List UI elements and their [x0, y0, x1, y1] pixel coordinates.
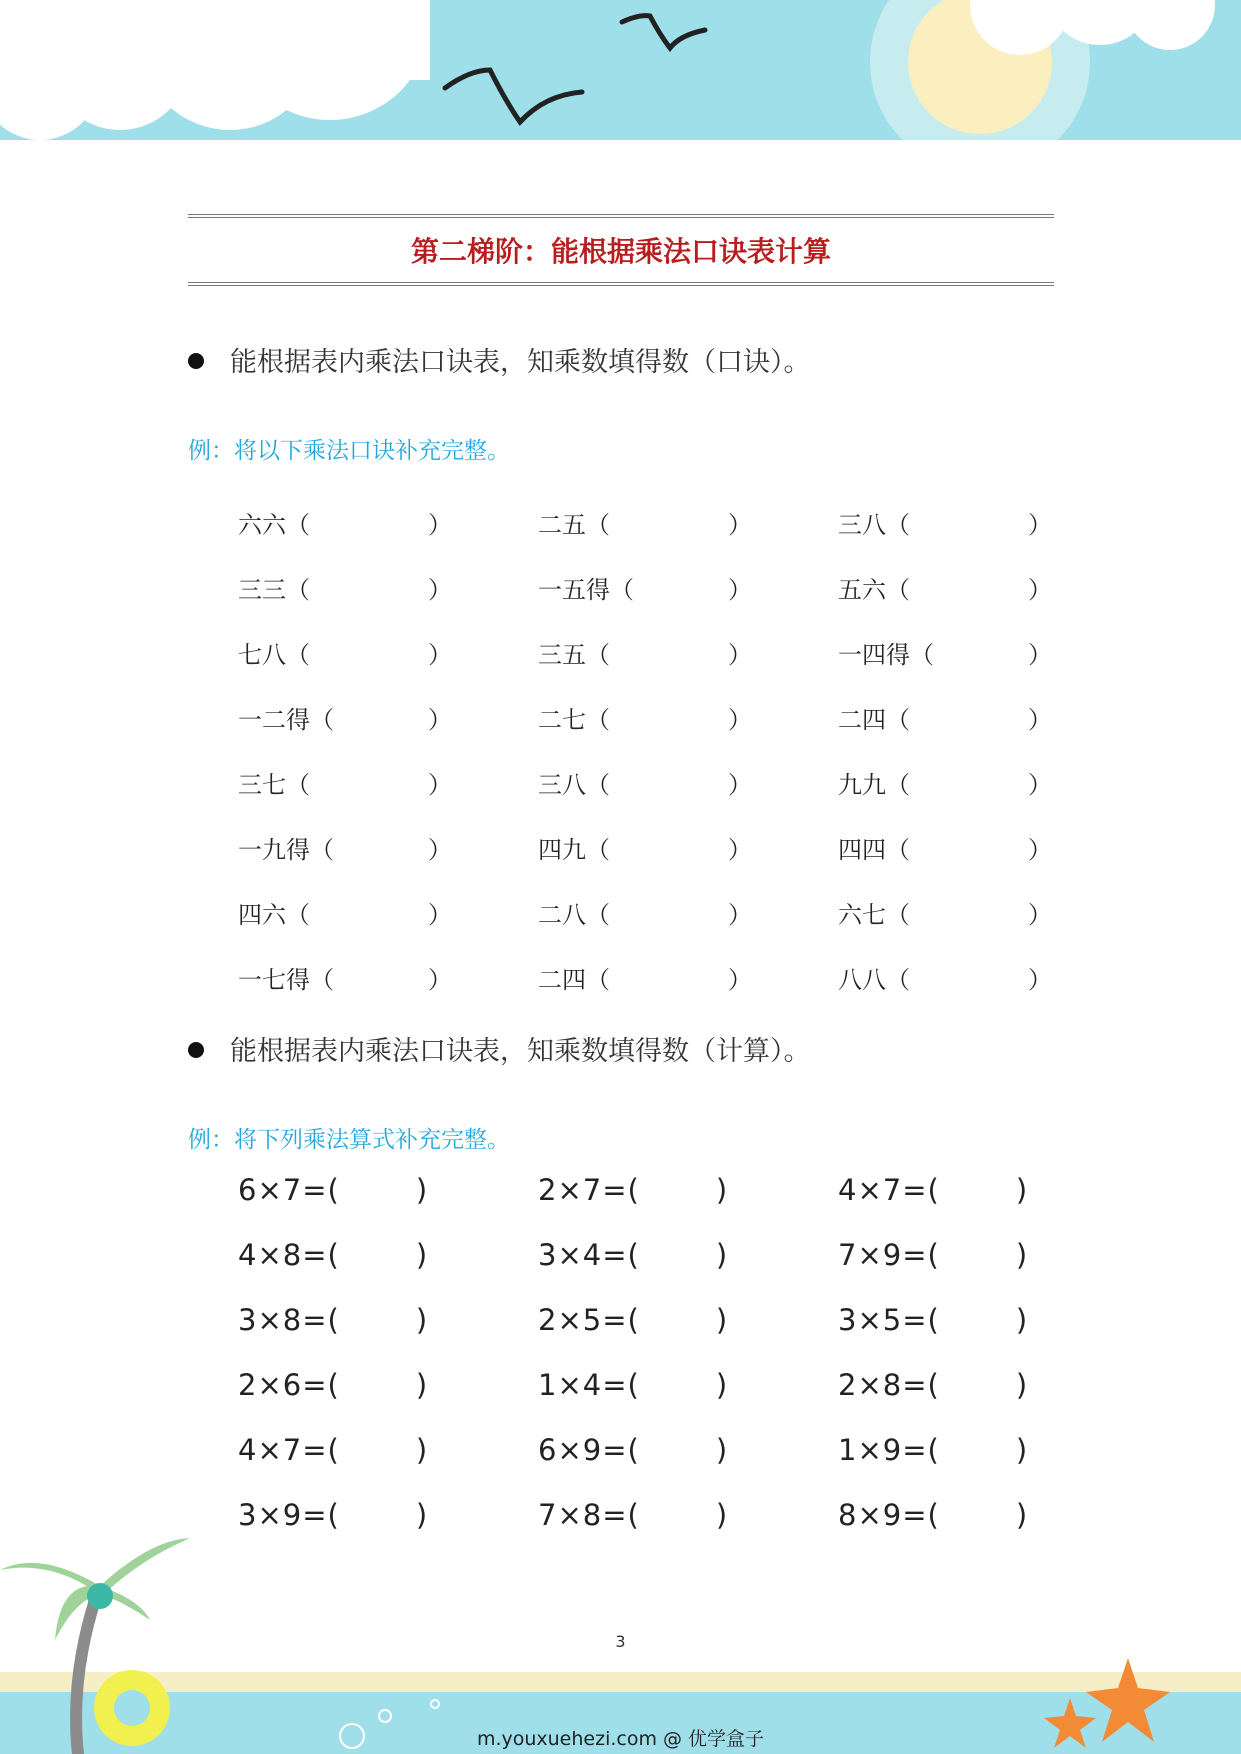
calc-item: 4×7=( ): [238, 1432, 428, 1467]
koujue-item: 一七得（ ）: [238, 966, 452, 994]
koujue-item: 五六（ ）: [838, 576, 1052, 604]
koujue-item: 六六（ ）: [238, 511, 452, 539]
calc-item: 2×5=( ): [538, 1302, 728, 1337]
calc-item: 8×9=( ): [838, 1497, 1028, 1532]
koujue-item: 一二得（ ）: [238, 706, 452, 734]
koujue-item: 四六（ ）: [238, 901, 452, 929]
koujue-item: 四四（ ）: [838, 836, 1052, 864]
calc-item: 3×9=( ): [238, 1497, 428, 1532]
koujue-item: 一四得（ ）: [838, 641, 1052, 669]
sand-strip: [0, 1672, 1241, 1692]
calc-item: 7×8=( ): [538, 1497, 728, 1532]
page-title: 第二梯阶：能根据乘法口诀表计算: [410, 235, 831, 268]
koujue-item: 一九得（ ）: [238, 836, 452, 864]
calc-item: 7×9=( ): [838, 1237, 1028, 1272]
footer-site-credit: m.youxuehezi.com @ 优学盒子: [476, 1728, 765, 1750]
koujue-exercise-grid: [238, 490, 1138, 1010]
calc-item: 4×8=( ): [238, 1237, 428, 1272]
calc-item: 6×7=( ): [238, 1172, 428, 1207]
section1-example: 例：将以下乘法口诀补充完整。: [188, 438, 510, 464]
bullet-dot-icon: [188, 353, 204, 369]
koujue-item: 三五（ ）: [538, 641, 752, 669]
calc-item: 3×5=( ): [838, 1302, 1028, 1337]
section1-bullet: [188, 340, 811, 379]
section2-bullet: [188, 1029, 811, 1068]
section2-example: 例：将下列乘法算式补充完整。: [188, 1127, 510, 1153]
calc-item: 2×8=( ): [838, 1367, 1028, 1402]
section-title-box: [188, 214, 1054, 286]
calc-item: 3×4=( ): [538, 1237, 728, 1272]
koujue-item: 一五得（ ）: [538, 576, 752, 604]
koujue-item: 二七（ ）: [538, 706, 752, 734]
koujue-item: 八八（ ）: [838, 966, 1052, 994]
calc-exercise-grid: [238, 1157, 1138, 1547]
page-number: 3: [615, 1632, 626, 1651]
top-sky-banner: [0, 0, 1241, 140]
koujue-item: 二五（ ）: [538, 511, 752, 539]
calc-item: 1×4=( ): [538, 1367, 728, 1402]
bottom-beach-banner: [0, 1490, 1241, 1754]
koujue-item: 九九（ ）: [838, 771, 1052, 799]
calc-item: 3×8=( ): [238, 1302, 428, 1337]
section2-heading: 能根据表内乘法口诀表，知乘数填得数（计算）。: [230, 1036, 811, 1067]
koujue-item: 三七（ ）: [238, 771, 452, 799]
koujue-item: 七八（ ）: [238, 641, 452, 669]
bullet-dot-icon: [188, 1042, 204, 1058]
koujue-item: 二四（ ）: [838, 706, 1052, 734]
calc-item: 1×9=( ): [838, 1432, 1028, 1467]
koujue-item: 三八（ ）: [838, 511, 1052, 539]
koujue-item: 三三（ ）: [238, 576, 452, 604]
calc-item: 2×6=( ): [238, 1367, 428, 1402]
koujue-item: 二八（ ）: [538, 901, 752, 929]
section1-heading: 能根据表内乘法口诀表，知乘数填得数（口诀）。: [230, 347, 811, 378]
calc-item: 4×7=( ): [838, 1172, 1028, 1207]
koujue-item: 二四（ ）: [538, 966, 752, 994]
calc-item: 6×9=( ): [538, 1432, 728, 1467]
koujue-item: 三八（ ）: [538, 771, 752, 799]
koujue-item: 六七（ ）: [838, 901, 1052, 929]
calc-item: 2×7=( ): [538, 1172, 728, 1207]
koujue-item: 四九（ ）: [538, 836, 752, 864]
